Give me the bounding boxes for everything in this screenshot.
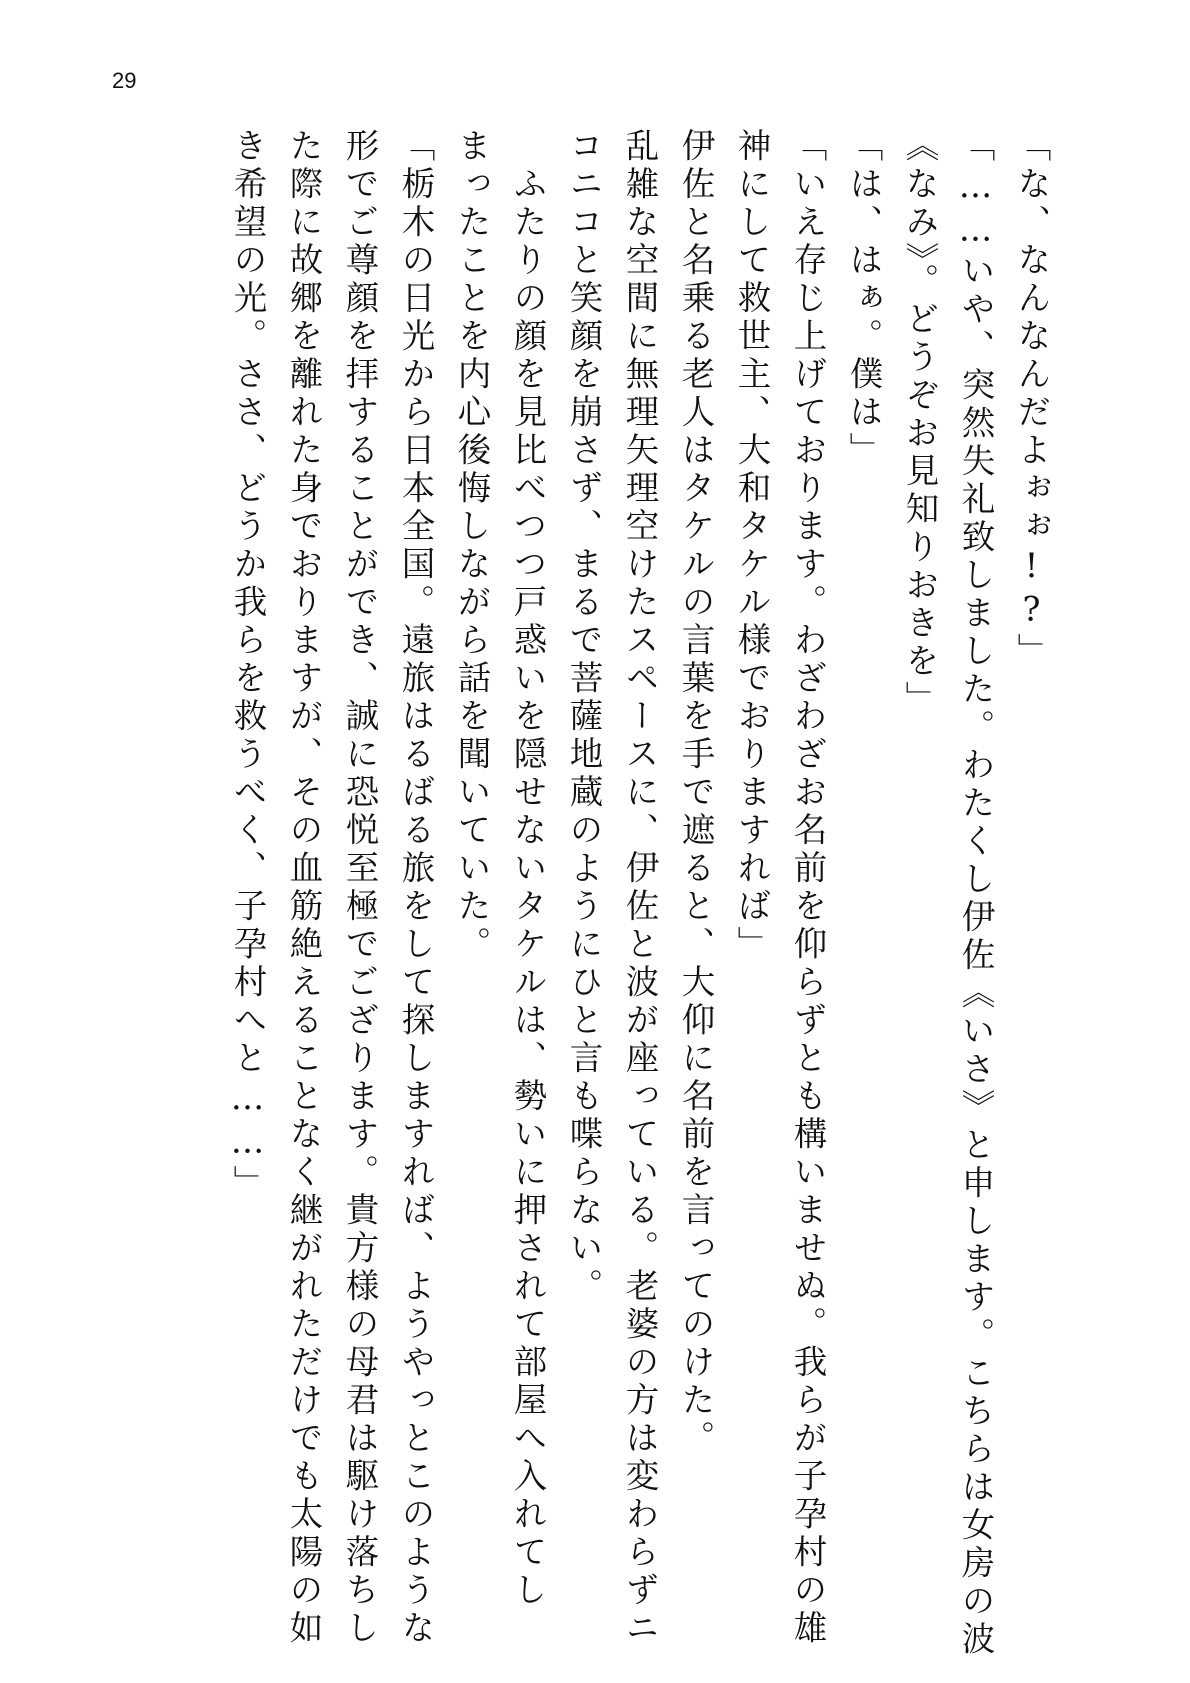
- text-line-7: 伊佐と名乗る老人はタケルの言葉を手で遮ると、大仰に名前を言ってのけた。: [676, 128, 715, 1458]
- text-line-13: 形でご尊顔を拝することができ、誠に恐悦至極でござります。貴方様の母君は駆け落ちし: [340, 128, 379, 1648]
- text-line-3: 《なみ》。どうぞお見知りおきを」: [900, 128, 939, 720]
- text-line-10: ふたりの顔を見比べつつ戸惑いを隠せないタケルは、勢いに押されて部屋へ入れてし: [508, 128, 547, 1610]
- text-line-14: た際に故郷を離れた身でおりますが、その血筋絶えることなく継がれただけでも太陽の如: [284, 128, 323, 1648]
- text-line-5: 「いえ存じ上げております。わざわざお名前を仰らずとも構いませぬ。我らが子孕村の雄: [788, 128, 827, 1648]
- text-line-8: 乱雑な空間に無理矢理空けたスペースに、伊佐と波が座っている。老婆の方は変わらずニ: [620, 128, 659, 1648]
- text-line-4: 「は、はぁ。僕は」: [844, 128, 883, 470]
- text-line-2: 「……いや、突然失礼致しました。わたくし伊佐《いさ》と申します。こちらは女房の波: [956, 128, 995, 1659]
- text-line-12: 「栃木の日光から日本全国。遠旅はるばる旅をして探しますれば、ようやっとこのような: [396, 128, 435, 1648]
- text-line-15: き希望の光。ささ、どうか我らを救うべく、子孕村へと……」: [228, 128, 267, 1203]
- text-line-6: 神にして救世主、大和タケル様でおりますれば」: [732, 128, 771, 964]
- text-line-1: 「な、なんなんだよぉぉ!?」: [1012, 128, 1051, 671]
- page-number: 29: [112, 68, 137, 93]
- text-line-11: まったことを内心後悔しながら話を聞いていた。: [452, 128, 491, 964]
- text-line-9: コニコと笑顔を崩さず、まるで菩薩地蔵のようにひと言も喋らない。: [564, 128, 603, 1306]
